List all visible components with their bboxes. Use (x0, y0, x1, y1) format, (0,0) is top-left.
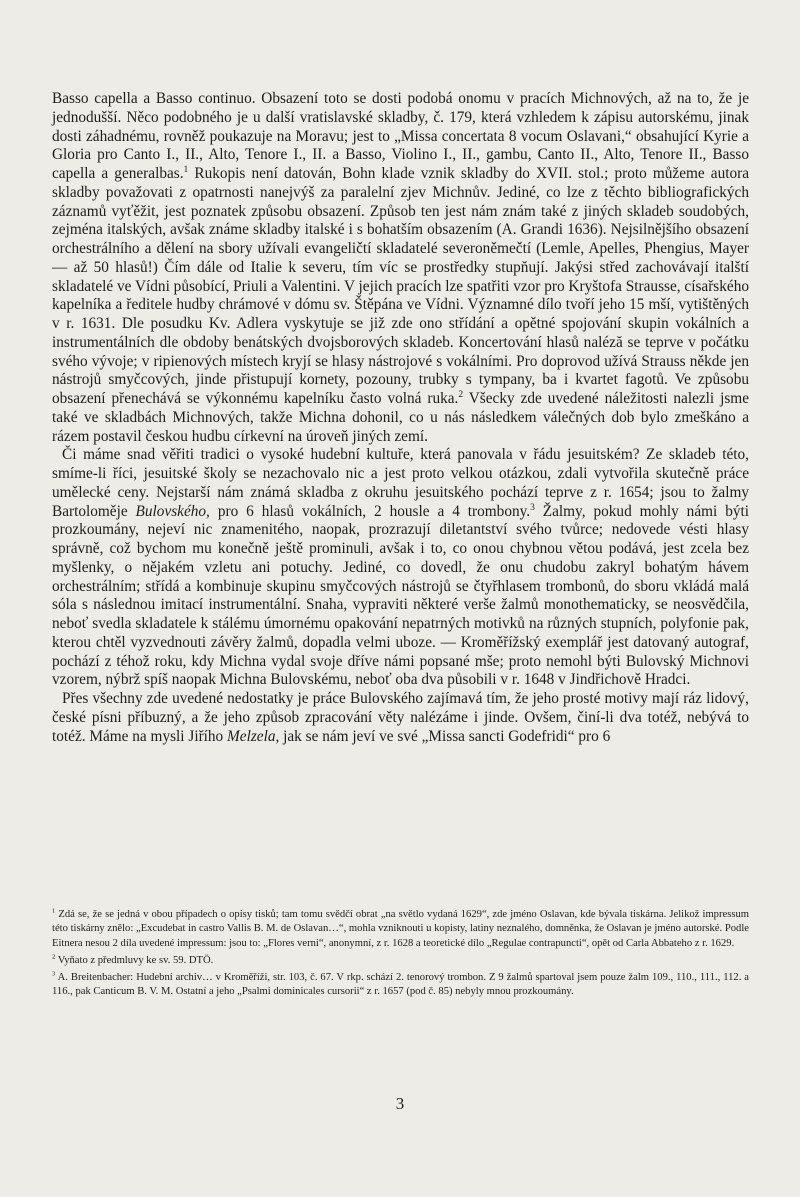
paragraph-1 (52, 90, 749, 446)
name-bulovsky: Bulovského, (135, 502, 210, 520)
footnote-1-mark: 1 (52, 907, 56, 915)
body-text (52, 90, 749, 746)
footnote-3-text: A. Breitenbacher: Hudební archiv… v Kroměříži, str. 103, č. 67. V rkp. schází 2. tenorový trombon. Z 9 žalmů spartoval jsem pouze žalm 109., 110., 111., 112. a 116., pak Canticum B. V. M. Ostatní a jeho „Psalmi dominicales cursorii“ z r. 1657 (pod č. 85) nebyly mnou prozkoumány. (52, 972, 749, 998)
footnote-2 (52, 954, 749, 968)
paragraph-1-text-a: Basso capella a Basso continuo. Obsazení toto se dosti podobá onomu v pracích Michnových, až na to, že je jednodušší. Něco podobného je u další vratislavské skladby, č. 179, která vzhledem k zápisu autorskému, jinak dosti záhadnému, rovněž poukazuje na Moravu; jest to „Missa concertata 8 vocum Oslavani,“ obsahující Kyrie a Gloria pro Canto I., II., Alto, Tenore I., II. a Basso, Violino I., II., gambu, Canto II., Alto, Tenore II., Basso capella a generalbas. (52, 90, 749, 182)
page-number: 3 (395, 1094, 405, 1113)
footnote-ref-1: 1 (183, 164, 189, 175)
paragraph-2-text-b: pro 6 hlasů vokálních, 2 housle a 4 trombony. (209, 502, 531, 520)
footnote-ref-2: 2 (458, 389, 464, 400)
footnote-ref-3: 3 (530, 502, 535, 513)
footnotes (52, 908, 749, 1000)
paragraph-2 (52, 446, 749, 690)
footnote-1-text: Zdá se, že se jedná v obou případech o opisy tisků; tam tomu svědčí obrat „na světlo vydaná 1629“, zde jméno Oslavan, kde bývala tiskárna. Jelikož impressum této tiskárny znělo: „Excudebat in castro Vallis B. M. de Oslavan…“, mohla vzniknouti u kopisty, latiny neznalého, domněnka, že Oslavan je jméno autorské. Podle Eitnera nesou 2 díla uvedené impressum: jsou to: „Flores verni“, anonymní, z r. 1628 a teoretické dílo „Regulae contrapuncti“, opět od Carla Abbateho z r. 1629. (52, 909, 749, 949)
footnote-2-mark: 2 (52, 953, 56, 961)
paragraph-1-text-c: Všecky zde uvedené náležitosti nalezli jsme také ve skladbách Michnových, takže Michna dohonil, co u nás následkem válečných dob bylo zmeškáno a rázem postavil českou hudbu církevní na úroveň jiných zemí. (52, 390, 749, 445)
paragraph-3 (52, 690, 749, 746)
paragraph-1-text-b: Rukopis není datován, Bohn klade vznik skladby do XVII. stol.; proto můžeme autora skladby považovati z opatrnosti nanejvýš za paralelní zjev Michnův. Jediné, co lze z těchto bibliografických záznamů vyťěžit, jest poznatek způsobu obsazení. Způsob ten jest nám znám také z jiných skladeb soudobých, zejména italských, avšak známe skladby italské i s bohatším obsazením (A. Grandi 1636). Nejsilnějšího obsazení orchestrálního a dělení na sbory užívali evangeličtí skladatelé severoněmečtí (Lemle, Apelles, Phengius, Mayer — až 50 hlasů!) Čím dále od Italie k severu, tím víc se prostředky stupňují. Jakýsi střed zachovávají italští skladatelé ve Vídni působící, Priuli a Valentini. V jejich pracích lze spatřiti vzor pro Kryštofa Strausse, císařského kapelníka a ředitele hudby chrámové v dómu sv. Štěpána ve Vídni. Významné dílo tvoří jeho 15 mší, vytištěných v r. 1631. Dle posudku Kv. Adlera vyskytuje se již zde ono střídání a opětné spojování skupin vokálních a instrumentálních dle obdoby benátských dvojsborových skladeb. Koncertování hlasů naléză se teprve v počátku svého vývoje; v ripienových místech kryjí se hlasy nástrojové s vokálními. Pro doprovod užívá Strauss někde jen nástrojů smyčcových, jinde přistupují kornety, pozouny, trubky s tympany, ba i kvartet fagotů. Ve způsobu obsazení přenechává se výkonnému kapelníku často volná ruka. (52, 165, 750, 407)
footnote-2-text: Vyňato z předmluvy ke sv. 59. DTÖ. (55, 954, 214, 966)
paragraph-3-text-a: Přes všechny zde uvedené nedostatky je práce Bulovského zajímavá tím, že jeho prosté motivy mají ráz lidový, české písni příbuzný, a že jeho způsob zpracování věty nalézáme i jinde. Ovšem, činí-li dva totéž, nebývá to totéž. Máme na mysli Jiřího (52, 690, 749, 745)
paragraph-2-text-c: Žalmy, pokud mohly námi býti prozkoumány, nejeví nic znamenitého, naopak, prozrazují diletantství svého tvůrce; nedovede vésti hlasy správně, což bychom mu konečně ještě prominuli, avšak i to, co onou chybnou větou podává, jest zcela bez myšlenky, o nějakém vzletu ani potuchy. Jediné, co dovedl, že onu chudobu zakryl bohatým hávem orchestrálním; střídá a kombinuje skupinu smyčcových nástrojů se čtyřhlasem trombonů, do sboru vkládá malá sóla s následnou imitací instrumentální. Snaha, vypraviti některé verše žalmů monothematicky, se neosvědčila, neboť svedla skladatele k stálému úmornému opakování nepatrných motivků na různých stupních, polyfonie pak, kterou chtěl vyzvednouti závěry žalmů, dopadla velmi uboze. — Kroměřížský exemplář jest datovaný autograf, pochází z téhož roku, kdy Michna vydal svoje dříve námi popsané mše; proto nemohl býti Bulovský Michnovi vzorem, nýbrž spíš naopak Michna Bulovskému, neboť oba dva působili v r. 1648 v Jindřichově Hradci. (52, 502, 749, 689)
name-melzel: Melzela, (227, 727, 280, 745)
paragraph-2-text-a: Či máme snad věřiti tradici o vysoké hudební kultuře, která panovala v řádu jesuitském? Ze skladeb této, smíme-li říci, jesuitské školy se nezachovalo nic a jest proto velkou otázkou, zdali vytvořila skutečně práce umělecké ceny. Nejstarší nám známá skladba z okruhu jesuitského pochází teprve z r. 1654; jsou to žalmy Bartoloměje (52, 446, 749, 520)
footnote-3-mark: 3 (52, 970, 56, 978)
footnote-3 (52, 971, 749, 1000)
footnote-1 (52, 908, 749, 951)
paragraph-3-text-b: jak se nám jeví ve své „Missa sancti Godefridi“ pro 6 (279, 727, 611, 745)
